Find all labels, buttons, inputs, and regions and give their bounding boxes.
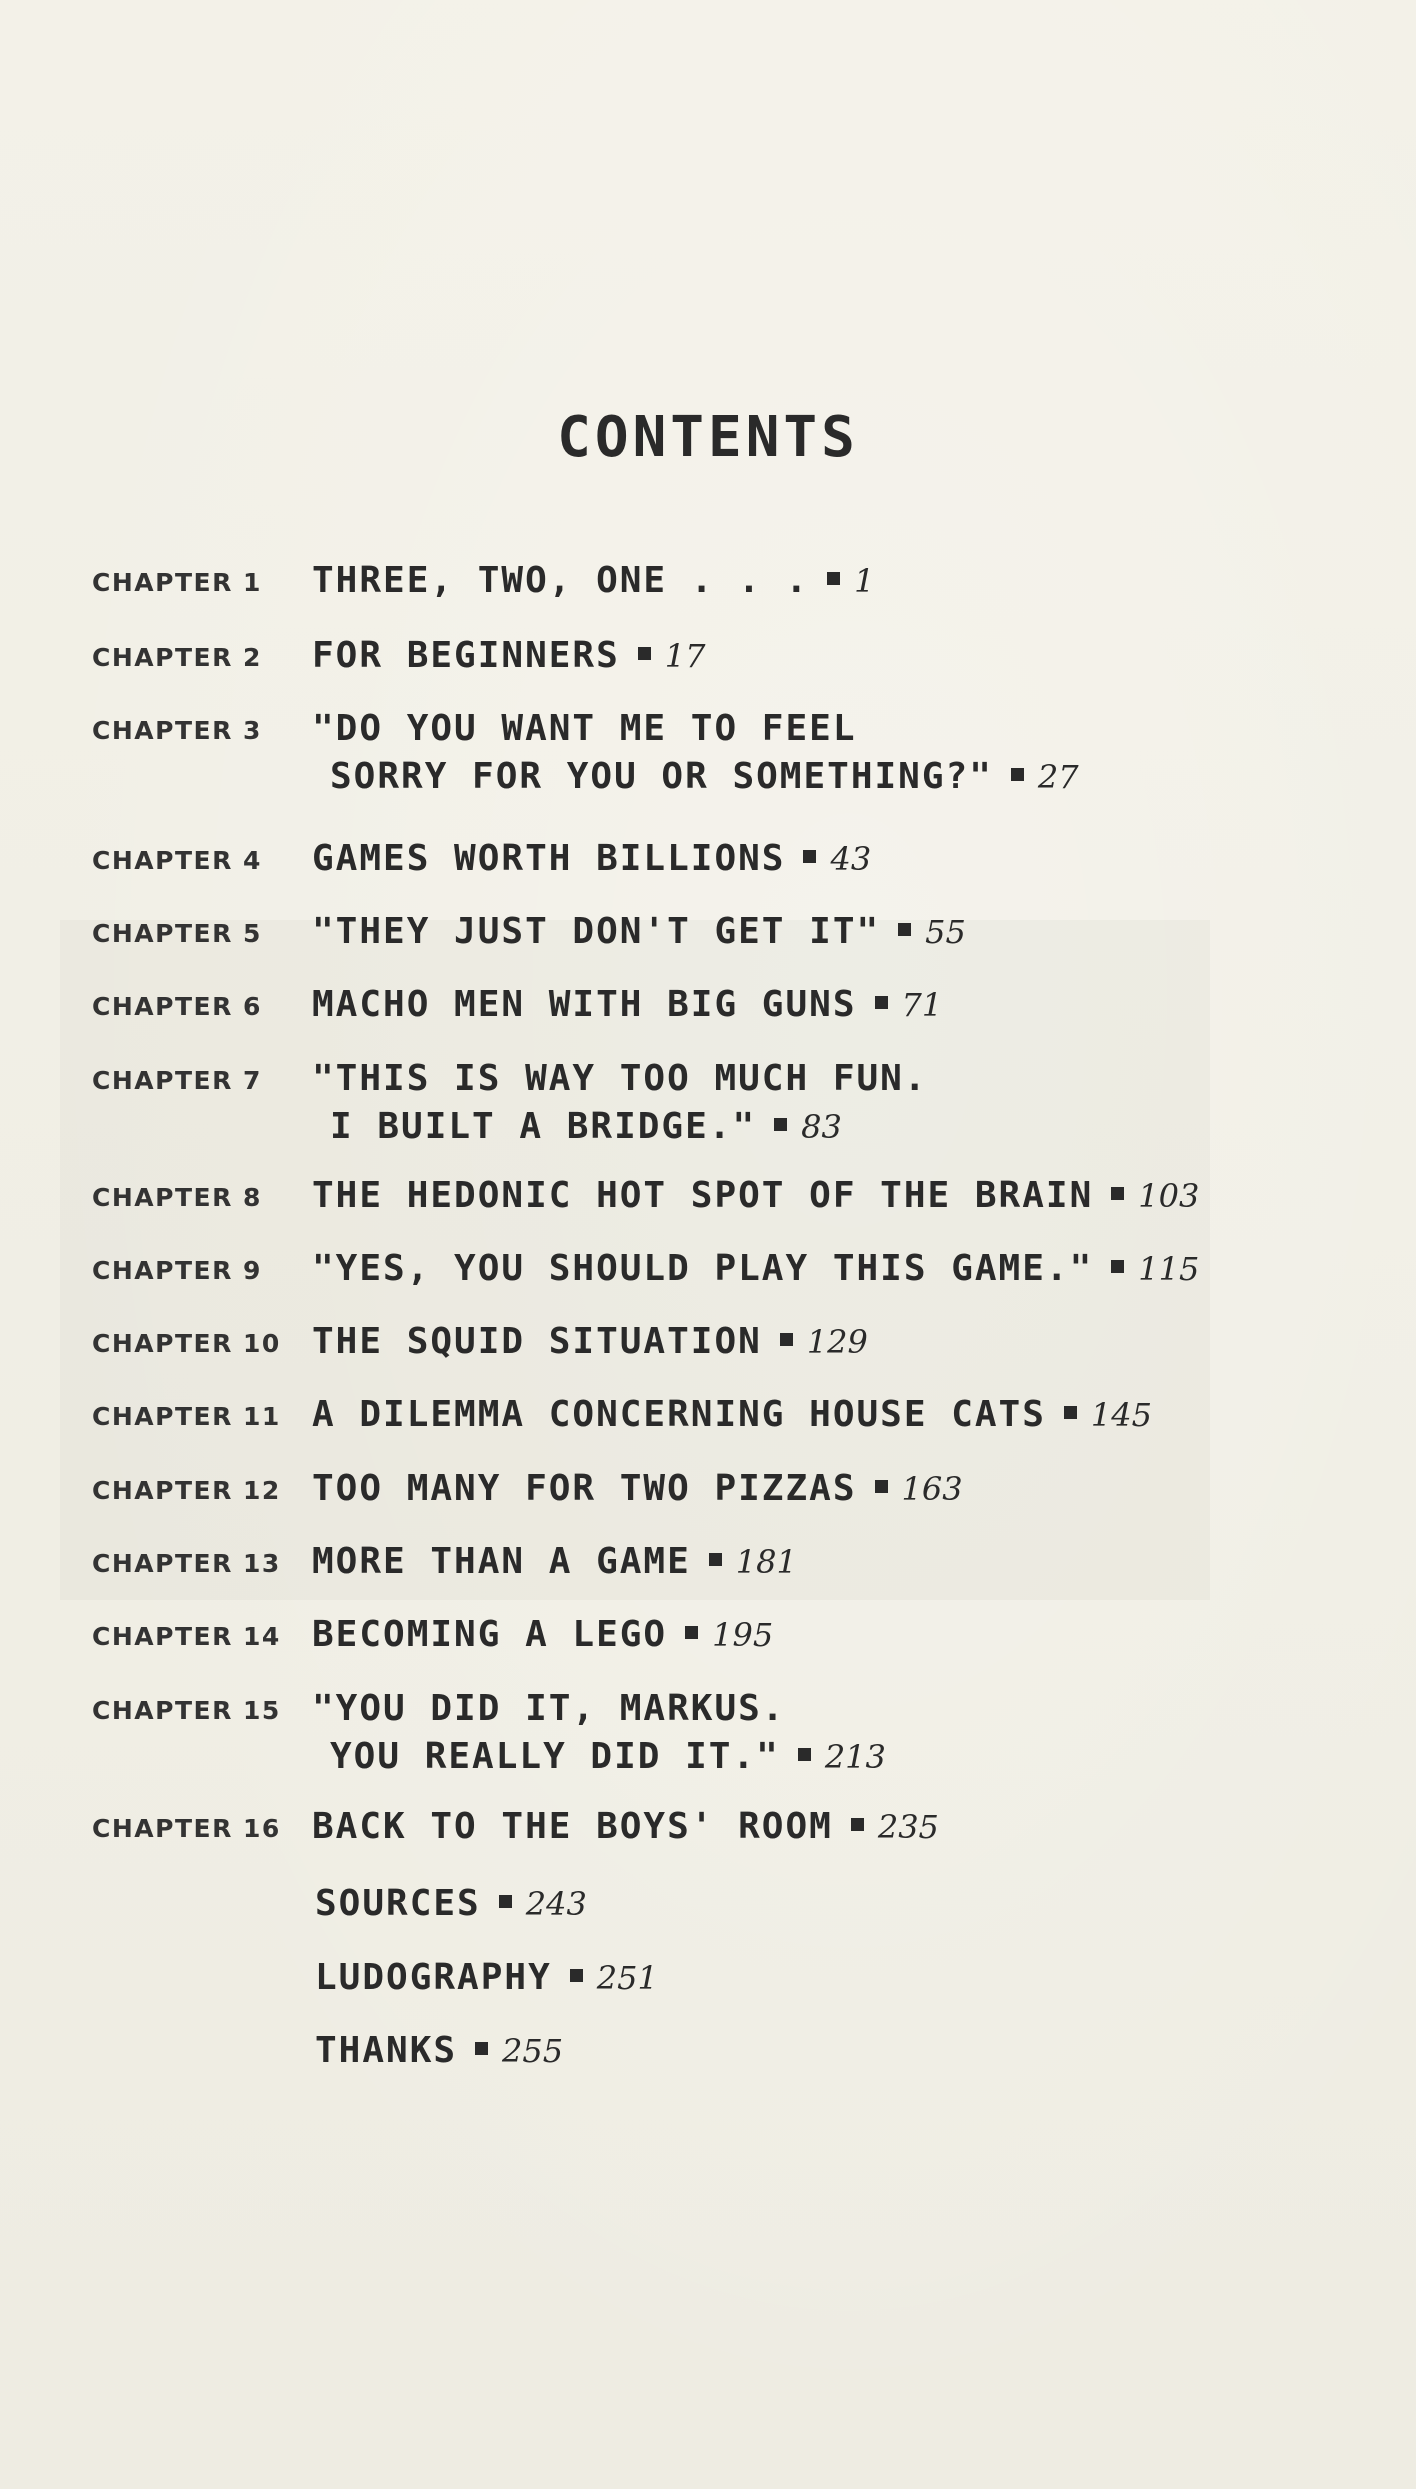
chapter-title-line: [312, 984, 942, 1025]
square-bullet-icon: [685, 1626, 698, 1639]
page-number: 115: [1138, 1250, 1200, 1288]
chapter-label: CHAPTER 8: [92, 1183, 262, 1212]
chapter-title-text: TOO MANY FOR TWO PIZZAS: [312, 1468, 857, 1509]
chapter-title-text: A DILEMMA CONCERNING HOUSE CATS: [312, 1394, 1046, 1435]
chapter-title-line: [312, 911, 966, 952]
chapter-title-text: BECOMING A LEGO: [312, 1614, 668, 1655]
chapter-title-line: [330, 756, 1079, 797]
chapter-title-line: [312, 1394, 1152, 1435]
chapter-label: CHAPTER 7: [92, 1066, 262, 1095]
chapter-title-text: SOURCES: [315, 1883, 481, 1924]
square-bullet-icon: [570, 1969, 583, 1982]
square-bullet-icon: [475, 2042, 488, 2055]
chapter-label: CHAPTER 5: [92, 919, 262, 948]
page-number: 213: [824, 1738, 886, 1776]
chapter-title-line: [312, 1806, 939, 1847]
page-number: 129: [806, 1323, 868, 1361]
chapter-title-text: YOU REALLY DID IT.": [330, 1736, 780, 1777]
chapter-title-line: [315, 1957, 658, 1998]
chapter-title-text: "THIS IS WAY TOO MUCH FUN.: [312, 1058, 928, 1099]
page-number: 43: [830, 840, 872, 878]
page-number: 195: [712, 1616, 774, 1654]
page-number: 235: [877, 1808, 939, 1846]
page-number: 71: [901, 986, 943, 1024]
chapter-title-line: [312, 1468, 963, 1509]
square-bullet-icon: [1064, 1406, 1077, 1419]
square-bullet-icon: [875, 996, 888, 1009]
chapter-title-text: FOR BEGINNERS: [312, 635, 620, 676]
square-bullet-icon: [827, 572, 840, 585]
chapter-title-line: [315, 2030, 563, 2071]
chapter-title-line: [315, 1883, 587, 1924]
chapter-title-line: [330, 1736, 886, 1777]
page-number: 145: [1090, 1396, 1152, 1434]
chapter-label: CHAPTER 13: [92, 1549, 281, 1578]
square-bullet-icon: [803, 850, 816, 863]
page-number: 27: [1037, 758, 1079, 796]
chapter-label: CHAPTER 4: [92, 846, 262, 875]
chapter-title-text: I BUILT A BRIDGE.": [330, 1106, 757, 1147]
chapter-label: CHAPTER 12: [92, 1476, 281, 1505]
chapter-title-line: [312, 635, 705, 676]
page-number: 103: [1138, 1177, 1200, 1215]
chapter-title-text: THE HEDONIC HOT SPOT OF THE BRAIN: [312, 1175, 1094, 1216]
chapter-title-text: GAMES WORTH BILLIONS: [312, 838, 786, 879]
square-bullet-icon: [1011, 768, 1024, 781]
chapter-label: CHAPTER 2: [92, 643, 262, 672]
square-bullet-icon: [798, 1748, 811, 1761]
chapter-title-line: [312, 1614, 773, 1655]
chapter-label: CHAPTER 3: [92, 716, 262, 745]
chapter-label: CHAPTER 6: [92, 992, 262, 1021]
square-bullet-icon: [499, 1895, 512, 1908]
page-number: 251: [596, 1959, 658, 1997]
page-number: 55: [925, 913, 966, 951]
page-number: 17: [664, 637, 706, 675]
page-number: 1: [854, 562, 875, 600]
chapter-title-text: "YOU DID IT, MARKUS.: [312, 1688, 786, 1729]
page-number: 255: [502, 2032, 564, 2070]
chapter-title-text: LUDOGRAPHY: [315, 1957, 552, 1998]
page-number: 181: [735, 1543, 797, 1581]
square-bullet-icon: [638, 647, 651, 660]
chapter-title-line: [312, 1541, 797, 1582]
chapter-title-line: [312, 1248, 1199, 1289]
square-bullet-icon: [1111, 1260, 1124, 1273]
chapter-title-text: BACK TO THE BOYS' ROOM: [312, 1806, 833, 1847]
chapter-label: CHAPTER 11: [92, 1402, 281, 1431]
chapter-title-text: THANKS: [315, 2030, 458, 2071]
chapter-label: CHAPTER 9: [92, 1256, 262, 1285]
chapter-title-line: [330, 1106, 842, 1147]
chapter-title-text: MACHO MEN WITH BIG GUNS: [312, 984, 857, 1025]
chapter-title-text: "THEY JUST DON'T GET IT": [312, 911, 881, 952]
square-bullet-icon: [780, 1333, 793, 1346]
chapter-label: CHAPTER 1: [92, 568, 262, 597]
contents-title: CONTENTS: [557, 405, 859, 470]
square-bullet-icon: [1111, 1187, 1124, 1200]
chapter-title-line: [312, 1058, 928, 1099]
page-number: 163: [901, 1470, 963, 1508]
chapter-label: CHAPTER 10: [92, 1329, 281, 1358]
chapter-label: CHAPTER 16: [92, 1814, 281, 1843]
chapter-title-line: [312, 1321, 868, 1362]
square-bullet-icon: [875, 1480, 888, 1493]
chapter-title-line: [312, 838, 871, 879]
square-bullet-icon: [898, 923, 911, 936]
chapter-title-text: "YES, YOU SHOULD PLAY THIS GAME.": [312, 1248, 1094, 1289]
chapter-title-line: [312, 708, 857, 749]
page-number: 243: [525, 1885, 587, 1923]
page-number: 83: [801, 1108, 842, 1146]
chapter-label: CHAPTER 14: [92, 1622, 281, 1651]
square-bullet-icon: [709, 1553, 722, 1566]
chapter-title-text: MORE THAN A GAME: [312, 1541, 691, 1582]
square-bullet-icon: [851, 1818, 864, 1831]
chapter-label: CHAPTER 15: [92, 1696, 281, 1725]
chapter-title-text: "DO YOU WANT ME TO FEEL: [312, 708, 857, 749]
chapter-title-text: THE SQUID SITUATION: [312, 1321, 762, 1362]
chapter-title-text: SORRY FOR YOU OR SOMETHING?": [330, 756, 993, 797]
chapter-title-line: [312, 560, 875, 601]
chapter-title-line: [312, 1175, 1199, 1216]
chapter-title-line: [312, 1688, 785, 1729]
chapter-title-text: THREE, TWO, ONE . . .: [312, 560, 810, 601]
square-bullet-icon: [774, 1118, 787, 1131]
